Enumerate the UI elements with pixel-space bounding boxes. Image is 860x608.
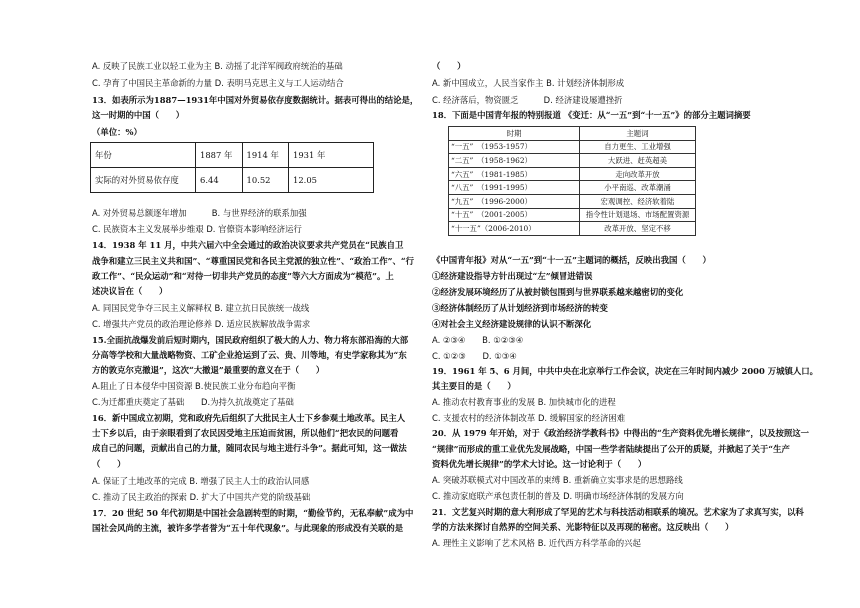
q14-stem-line-2: 战争和建立三民主义共和国”、“尊重国民党和各民主党派的独立性”、“政治工作”、“行 xyxy=(92,256,415,266)
q16-stem-line-4: （ ） xyxy=(92,459,126,469)
q13-option-line-1: A. 对外贸易总额逐年增加 B. 与世界经济的联系加强 xyxy=(92,208,307,218)
q17-option-line-1: A. 新中国成立，人民当家作主 B. 计划经济体制形成 xyxy=(432,78,625,88)
q20-stem-line-2: “规律”而形成的重工业优先发展战略，中国一些学者陆续提出了公开的质疑，并掀起了关于“生产 xyxy=(432,444,790,454)
q18-stem: 18．下面是中国青年报的特别报道 《变迁：从“一五”到“十一五”》的部分主题词摘要 xyxy=(432,110,751,120)
q18-item-4: ④对社会主义经济建设规律的认识不断深化 xyxy=(432,319,592,329)
table-cell: 实际的对外贸易依存度 xyxy=(91,168,196,193)
q15-stem-line-1: 15.全面抗战爆发前后短时期内，国民政府组织了极大的人力、物力将东部沿海的大部 xyxy=(92,335,409,345)
q13-table xyxy=(90,142,374,193)
q13-stem-line-1: 13．如表所示为1887—1931年中国对外贸易依存度数据统计。据表可得出的结论是， xyxy=(92,95,419,105)
q18-item-1: ①经济建设指导方针出现过“左”倾冒进错误 xyxy=(432,271,593,281)
q15-option-line-1: A.阻止了日本侵华中国资源 B.使民族工业分布趋向平衡 xyxy=(92,381,296,391)
table-cell: 1914 年 xyxy=(242,143,289,168)
q21-stem-line-2: 学的方法来探讨自然界的空间关系、光影特征以及再现的秘密。这反映出（ ） xyxy=(432,522,734,532)
q14-stem-line-3: 政工作”、“民众运动”和“对待一切非共产党员的态度”等六大方面成为“模范”。上 xyxy=(92,271,394,281)
q19-stem-line-1: 19．1961 年 5、6 月间，中共中央在北京举行工作会议，决定在三年时间内减少 2000 万城镇人口。 xyxy=(432,366,819,376)
q16-option-line-2: C. 推动了民主政治的探索 D. 扩大了中国共产党的阶级基础 xyxy=(92,492,311,502)
q17-option-line-2: C. 经济落后，物资匮乏 D. 经济建设屡遭挫折 xyxy=(432,95,623,105)
q12-option-line-2: C. 孕育了中国民主革命新的力量 D. 表明马克思主义与工人运动结合 xyxy=(92,78,344,88)
table-cell: 年份 xyxy=(91,143,196,168)
q18-after-table: 《中国青年报》对从“一五”到“十一五”主题词的概括，反映出我国（ ） xyxy=(432,255,711,265)
table-cell: 小平南巡、改革潮涌 xyxy=(580,181,696,195)
q16-option-line-1: A. 保证了土地改革的完成 B. 增强了民主人士的政治认同感 xyxy=(92,476,310,486)
table-row xyxy=(449,222,696,236)
q16-stem-line-1: 16．新中国成立初期，党和政府先后组织了大批民主人士下乡参观土地改革。民主人 xyxy=(92,413,406,423)
table-cell: 1931 年 xyxy=(289,143,374,168)
q18-item-2: ②经济发展环境经历了从被封锁包围到与世界联系越来越密切的变化 xyxy=(432,287,684,297)
q16-stem-line-3: 成自己的问题，贡献出自己的力量，随同农民与地主进行斗争”。据此可知，这一做法 xyxy=(92,443,407,453)
table-cell: 10.52 xyxy=(242,168,289,193)
table-row xyxy=(449,140,696,154)
table-cell: 主题词 xyxy=(580,127,696,141)
q19-option-line-1: A. 推动农村教育事业的发展 B. 加快城市化的进程 xyxy=(432,397,616,407)
table-cell: “二五” （1958-1962） xyxy=(449,154,580,168)
table-cell: 大跃进、赶英超美 xyxy=(580,154,696,168)
q15-stem-line-3: 方的敦克尔克撤退”，这次“大撤退”最重要的意义在于（ ） xyxy=(92,365,325,375)
table-cell: “八五” （1991-1995） xyxy=(449,181,580,195)
q13-stem-line-2: 这一时期的中国（ ） xyxy=(92,110,185,120)
q13-option-line-2: C. 民族资本主义发展举步维艰 D. 官僚资本影响经济运行 xyxy=(92,224,302,234)
table-row xyxy=(449,194,696,208)
table-cell: “六五” （1981-1985） xyxy=(449,167,580,181)
q14-option-line-1: A. 同国民党争夺三民主义解释权 B. 建立抗日民族统一战线 xyxy=(92,303,310,313)
table-row xyxy=(91,168,374,193)
table-cell: 6.44 xyxy=(196,168,243,193)
table-cell: 宏观调控、经济软着陆 xyxy=(580,194,696,208)
table-cell: “一五” （1953-1957） xyxy=(449,140,580,154)
q17-answer-paren: （ ） xyxy=(432,61,466,71)
q18-option-line-1: A. ②③④ B. ①②③④ xyxy=(432,335,524,345)
table-row xyxy=(449,167,696,181)
table-cell: 12.05 xyxy=(289,168,374,193)
q17-stem-line-2: 国社会风尚的主流，被许多学者誉为“五十年代现象”。与此现象的形成没有关联的是 xyxy=(92,523,404,533)
q19-stem-line-2: 其主要目的是（ ） xyxy=(432,381,516,391)
q21-stem-line-1: 21．文艺复兴时期的意大利形成了罕见的艺术与科技活动相联系的境况。艺术家为了求真写实，以科 xyxy=(432,507,804,517)
q12-option-line-1: A. 反映了民族工业以轻工业为主 B. 动摇了北洋军阀政府统治的基础 xyxy=(92,61,343,71)
q14-stem-line-1: 14．1938 年 11 月，中共六届六中全会通过的政治决议要求共产党员在“民族自卫 xyxy=(92,240,404,250)
q20-stem-line-1: 20．从 1979 年开始，对于《政治经济学教科书》中得出的“生产资料优先增长规律”，以及按照这一 xyxy=(432,428,810,438)
q14-option-line-2: C. 增强共产党员的政治理论修养 D. 适应民族解放战争需求 xyxy=(92,319,311,329)
q18-option-line-2: C. ①②③ D. ①③④ xyxy=(432,351,517,361)
table-row xyxy=(449,208,696,222)
table-row xyxy=(449,181,696,195)
q19-option-line-2: C. 支援农村的经济体制改革 D. 缓解国家的经济困难 xyxy=(432,413,626,423)
q15-stem-line-2: 分高等学校和大量战略物资、工矿企业抢运到了云、贵、川等地，有史学家称其为“东 xyxy=(92,350,407,360)
q14-stem-line-4: 述决议旨在（ ） xyxy=(92,286,168,296)
table-row xyxy=(449,127,696,141)
table-cell: 改革开放、坚定不移 xyxy=(580,222,696,236)
q18-item-3: ③经济体制经历了从计划经济到市场经济的转变 xyxy=(432,303,608,313)
q17-stem-line-1: 17．20 世纪 50 年代初期是中国社会急剧转型的时期，“勤俭节约，无私奉献”成为中 xyxy=(92,508,414,518)
q18-table xyxy=(448,126,696,236)
table-row xyxy=(449,154,696,168)
q20-option-line-2: C. 推动家庭联产承包责任制的普及 D. 明确市场经济体制的发展方向 xyxy=(432,491,684,501)
q15-option-line-2: C.为迁都重庆奠定了基础 D.为持久抗战奠定了基础 xyxy=(92,397,294,407)
q20-option-line-1: A. 突破苏联模式对中国改革的束缚 B. 重新确立实事求是的思想路线 xyxy=(432,475,683,485)
table-cell: “十一五”（2006-2010） xyxy=(449,222,580,236)
q16-stem-line-2: 士下乡以后，由于亲眼看到了农民因受地主压迫而贫困，所以他们“把农民的问题看 xyxy=(92,428,399,438)
table-cell: 1887 年 xyxy=(196,143,243,168)
table-cell: 指令性计划退场、市场配置资源 xyxy=(580,208,696,222)
table-cell: “九五” （1996-2000） xyxy=(449,194,580,208)
table-row xyxy=(91,143,374,168)
table-cell: 走向改革开放 xyxy=(580,167,696,181)
q21-option-line-1: A. 理性主义影响了艺术风格 B. 近代西方科学革命的兴起 xyxy=(432,538,641,548)
q13-unit: （单位：%） xyxy=(92,127,142,137)
table-cell: 自力更生、工业增强 xyxy=(580,140,696,154)
q20-stem-line-3: 资料优先增长规律”的学术大讨论。这一讨论利于（ ） xyxy=(432,459,647,469)
table-cell: “十五” （2001-2005） xyxy=(449,208,580,222)
table-cell: 时期 xyxy=(449,127,580,141)
